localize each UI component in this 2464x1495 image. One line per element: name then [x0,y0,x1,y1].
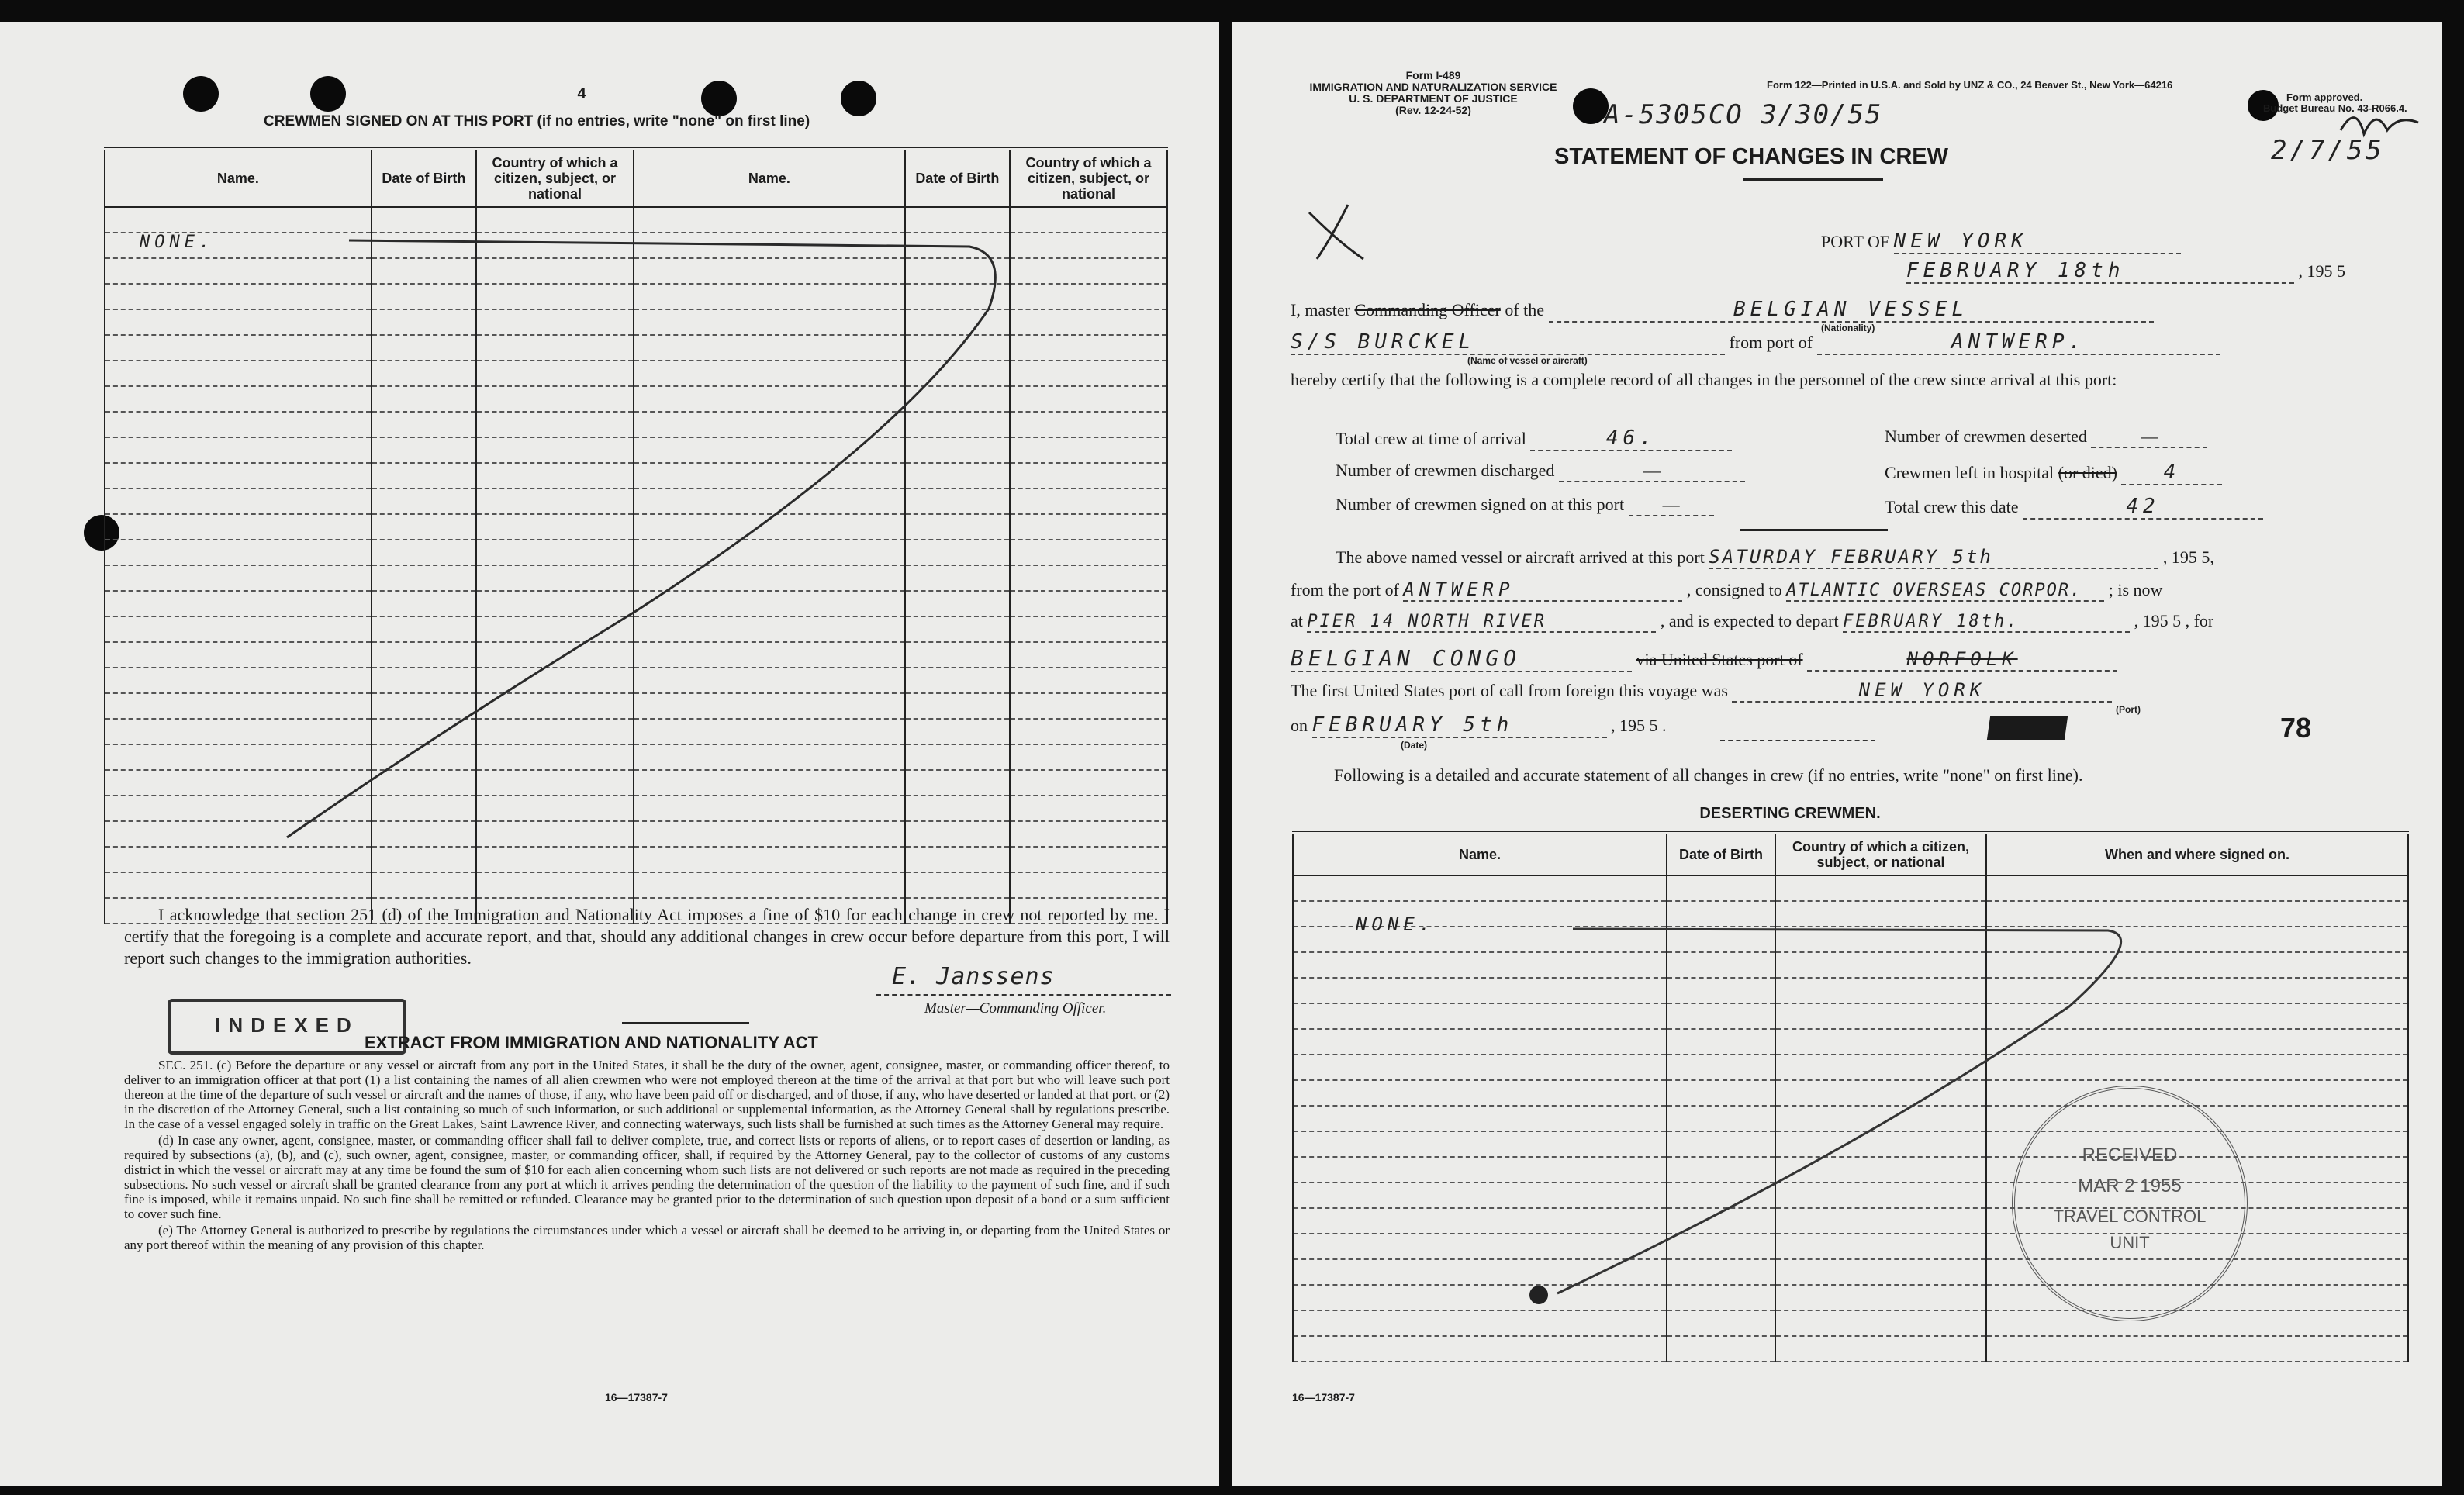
sheet-number: 78 [2280,712,2312,744]
extract-body [124,1058,1170,1254]
form-approved: Form approved. [2286,91,2363,103]
consigned-label: , consigned to [1686,580,1782,599]
commanding-officer-struck: Commanding Officer [1354,300,1501,319]
vessel-caption: (Name of vessel or aircraft) [1467,355,1588,366]
col-country: Country of which a citizen, subject, or national [476,149,634,207]
stat-label: Total crew at time of arrival [1336,429,1526,448]
cancel-stroke [0,22,1219,1486]
arrived-label: The above named vessel or aircraft arrived at this port [1336,547,1705,567]
col-country-2: Country of which a citizen, subject, or national [1010,149,1167,207]
col-date-of-birth: Date of Birth [1667,833,1775,875]
destination: BELGIAN CONGO [1291,645,1632,672]
page-number: 4 [577,85,586,102]
extract-title: EXTRACT FROM IMMIGRATION AND NATIONALITY ACT [365,1033,818,1052]
stat-value: 4 [2121,461,2222,485]
col-name: Name. [105,149,372,207]
stamp-line: RECEIVED [2082,1145,2178,1165]
first-port-value: NEW YORK [1732,679,2112,703]
nationality-caption: (Nationality) [1821,323,1875,333]
depart-label: , and is expected to depart [1660,611,1839,630]
depart-date: FEBRUARY 18th. [1843,612,2130,633]
department: U. S. DEPARTMENT OF JUSTICE [1349,92,1518,105]
stat-value: — [1629,495,1714,516]
extract-para: (e) The Attorney General is authorized to prescribe by regulations the circumstances under which a vessel or aircraft shall be deemed to be arriving in, or departing from the United States or any port thereof within the meaning of any provision of this chapter. [124,1223,1170,1252]
on-label: on [1291,716,1308,735]
agency: IMMIGRATION AND NATURALIZATION SERVICE [1309,81,1557,93]
from-port-value: ANTWERP. [1817,330,2220,355]
extract-para: SEC. 251. (c) Before the departure or any vessel or aircraft from any port in the United States, it shall be the duty of the owner, agent, consignee, master, or commanding officer thereof, to deliver to an immigration officer at that port (1) a list containing the names of all alien crewmen who were not employed thereon at the time of the arrival at that port but who will leave such port thereon at the time of the departure of such vessel or aircraft and the names of those, if any, who have been paid off or discharged, and of those, if any, who have deserted or landed at that port, or (2) in the discretion of the Attorney General, such a list containing so much of such information, or such additional or supplemental information, as the Attorney General shall by regulations prescribe. In the case of a vessel engaged solely in traffic on the Great Lakes, Saint Lawrence River, and connecting waterways, such lists shall be furnished at such times as the Attorney General may require. [124,1058,1170,1131]
at-location: PIER 14 NORTH RIVER [1307,612,1656,633]
stamp-line: UNIT [2110,1233,2150,1252]
stat-value: 42 [2023,495,2263,520]
consigned-value: ATLANTIC OVERSEAS CORPOR. [1786,581,2104,602]
of-the: of the [1505,300,1545,319]
port-of-label: PORT OF [1821,232,1890,251]
indexed-stamp: INDEXED [168,999,406,1055]
from-port-of-value: ANTWERP [1403,578,1682,602]
form-id: Form I-489 [1405,69,1461,81]
col-name-2: Name. [634,149,905,207]
via-port-struck: NORFOLK [1807,648,2117,672]
is-now: ; is now [2108,580,2163,599]
nationality-value: BELGIAN VESSEL [1549,298,2154,323]
stamp-line: MAR 2 1955 [2078,1176,2182,1196]
first-entry: NONE. [1356,913,1436,935]
depart-year: , 195 5 , for [2134,611,2214,630]
col-date-of-birth: Date of Birth [372,149,476,207]
via-struck: via United States port of [1636,650,1803,669]
divider [622,1022,749,1024]
acknowledgement-text: I acknowledge that section 251 (d) of the Immigration and Nationality Act imposes a fine of $10 for each change in crew not reported by me. I certify that the foregoing is a complete and accurate report, and that, should any additional changes in crew occur before departure from this port, I will report such changes to the immigration authorities. [124,905,1170,968]
stat-label: Number of crewmen deserted [1885,426,2087,446]
following-text: Following is a detailed and accurate statement of all changes in crew (if no entries, write "none" on first line). [1334,765,2083,785]
vessel-value: S/S BURCKEL [1291,330,1725,355]
first-entry: NONE. [140,233,215,252]
signature-caption: Master—Commanding Officer. [924,1000,1107,1017]
port-caption: (Port) [2116,704,2141,715]
deserting-title: DESERTING CREWMEN. [1699,805,1881,822]
arrived-date: SATURDAY FEBRUARY 5th [1709,546,2158,569]
stat-label: Number of crewmen discharged [1336,461,1555,480]
file-note: A-5305CO 3/30/55 [1604,99,1883,130]
at-label: at [1291,611,1303,630]
col-date-of-birth-2: Date of Birth [905,149,1010,207]
footer-code: 16—17387-7 [1292,1391,1355,1404]
stat-label: Crewmen left in hospital [1885,463,2054,482]
on-year: , 195 5 . [1611,716,1667,735]
col-name: Name. [1293,833,1667,875]
report-date: FEBRUARY 18th [1906,259,2294,284]
budget-bureau: Budget Bureau No. 43-R066.4. [2263,102,2407,114]
revision: (Rev. 12-24-52) [1395,104,1471,116]
received-stamp [2012,1086,2248,1321]
i-master: I, master [1291,300,1350,319]
stamp-line: TRAVEL CONTROL [2053,1207,2207,1226]
stat-value: — [2091,426,2207,448]
certify-text: hereby certify that the following is a complete record of all changes in the personnel of the crew since arrival at this port: [1291,370,2117,389]
signature-line [876,994,1171,996]
col-country: Country of which a citizen, subject, or national [1775,833,1986,875]
right-page [1232,22,2442,1486]
report-year: , 195 5 [2298,261,2345,281]
arrived-year: , 195 5, [2162,547,2214,567]
stat-value: — [1559,461,1745,482]
footer-code: 16—17387-7 [605,1391,668,1404]
from-port-label: from port of [1729,333,1813,352]
stat-label: Number of crewmen signed on at this port [1336,495,1625,514]
stat-label-struck: (or died) [2058,463,2117,482]
left-page [0,22,1219,1486]
port-of-value: NEW YORK [1894,230,2181,254]
from-port-of-label: from the port of [1291,580,1399,599]
master-signature: E. Janssens [892,963,1055,990]
col-when-where: When and where signed on. [1986,833,2408,875]
cancel-stroke [1232,22,2442,1486]
form-title: STATEMENT OF CHANGES IN CREW [1554,144,1949,169]
date-caption: (Date) [1401,740,1428,751]
section-title: CREWMEN SIGNED ON AT THIS PORT (if no entries, write "none" on first line) [264,113,810,129]
on-date: FEBRUARY 5th [1312,713,1607,738]
extract-para: (d) In case any owner, agent, consignee, master, or commanding officer shall fail to deliver complete, true, and correct lists or reports of aliens, or to report cases of desertion or landing, as required by subsections (a), (b), and (c), such owner, agent, consignee, master, or commanding officer, shall, if required by the Attorney General, pay to the collector of customs of any customs district in which the vessel or aircraft may at any time be found the sum of $10 for each alien concerning whom such lists are not delivered or such reports are not made as required in the preceding subsections. No such vessel or aircraft shall be granted clearance from any port at which it arrives pending the determination of the question of the liability to the payment of such fine, and if such fine is imposed, while it remains unpaid. No such fine shall be remitted or refunded. Clearance may be granted prior to the determination of such question upon deposit of a bond or a sum sufficient to cover such fine. [124,1133,1170,1221]
printer-line: Form 122—Printed in U.S.A. and Sold by UNZ & CO., 24 Beaver St., New York—64216 [1767,79,2173,91]
stat-label: Total crew this date [1885,497,2019,516]
stat-value: 46. [1530,426,1732,451]
handwritten-date-note: 2/7/55 [2271,135,2385,166]
first-port-label: The first United States port of call from foreign this voyage was [1291,681,1728,700]
